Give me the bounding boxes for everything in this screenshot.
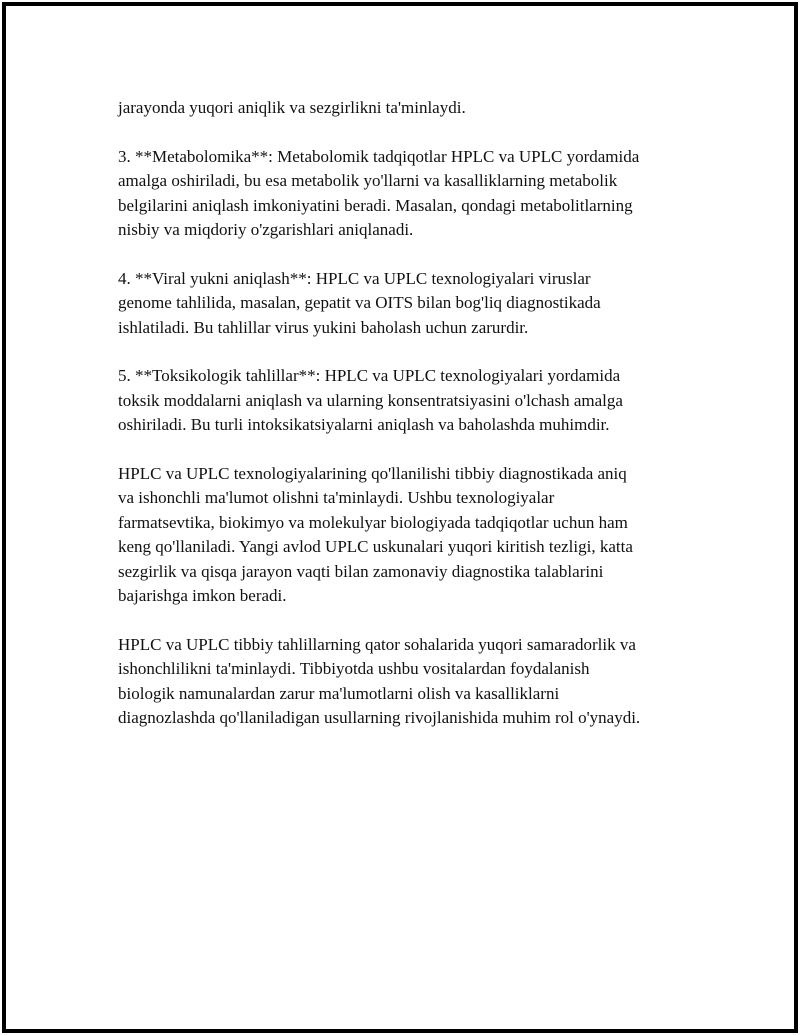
paragraph-conclusion: HPLC va UPLC tibbiy tahlillarning qator sohalarida yuqori samaradorlik va ishonchlilikni ta'minlaydi. Tibbiyotda ushbu vositalardan foydalanish biologik namunalardan zarur ma'lumotlarni olish va kasalliklarni diagnozlashda qo'llaniladigan usullarning rivojlanishida muhim rol o'ynaydi.: [118, 634, 641, 728]
paragraph-toxicology: 5. **Toksikologik tahlillar**: HPLC va UPLC texnologiyalari yordamida toksik moddalarni aniqlash va ularning konsentratsiyasini o'lchash amalga oshiriladi. Bu turli intoksikatsiyalarni aniqlash va baholashda muhimdir.: [118, 366, 623, 435]
document-page: [2, 2, 798, 1033]
paragraph-viral-load: 4. **Viral yukni aniqlash**: HPLC va UPLC texnologiyalari viruslar genome tahlilida, masalan, gepatit va OITS bilan bog'liq diagnostikada ishlatiladi. Bu tahlillar virus yukini baholash uchun zarurdir.: [118, 268, 601, 337]
document-body: [118, 96, 698, 755]
paragraph-continuation: jarayonda yuqori aniqlik va sezgirlikni ta'minlaydi.: [118, 98, 466, 117]
paragraph-metabolomics: 3. **Metabolomika**: Metabolomik tadqiqotlar HPLC va UPLC yordamida amalga oshiriladi, bu esa metabolik yo'llarni va kasalliklarning metabolik belgilarini aniqlash imkoniyatini beradi. Masalan, qondagi metabolitlarning nisbiy va miqdoriy o'zgarishlari aniqlanadi.: [118, 146, 640, 240]
paragraph-applications: HPLC va UPLC texnologiyalarining qo'llanilishi tibbiy diagnostikada aniq va ishonchli ma'lumot olishni ta'minlaydi. Ushbu texnologiyalar farmatsevtika, biokimyo va molekulyar biologiyada tadqiqotlar uchun ham keng qo'llaniladi. Yangi avlod UPLC uskunalari yuqori kiritish tezligi, katta sezgirlik va qisqa jarayon vaqti bilan zamonaviy diagnostika talablarini bajarishga imkon beradi.: [118, 464, 633, 606]
